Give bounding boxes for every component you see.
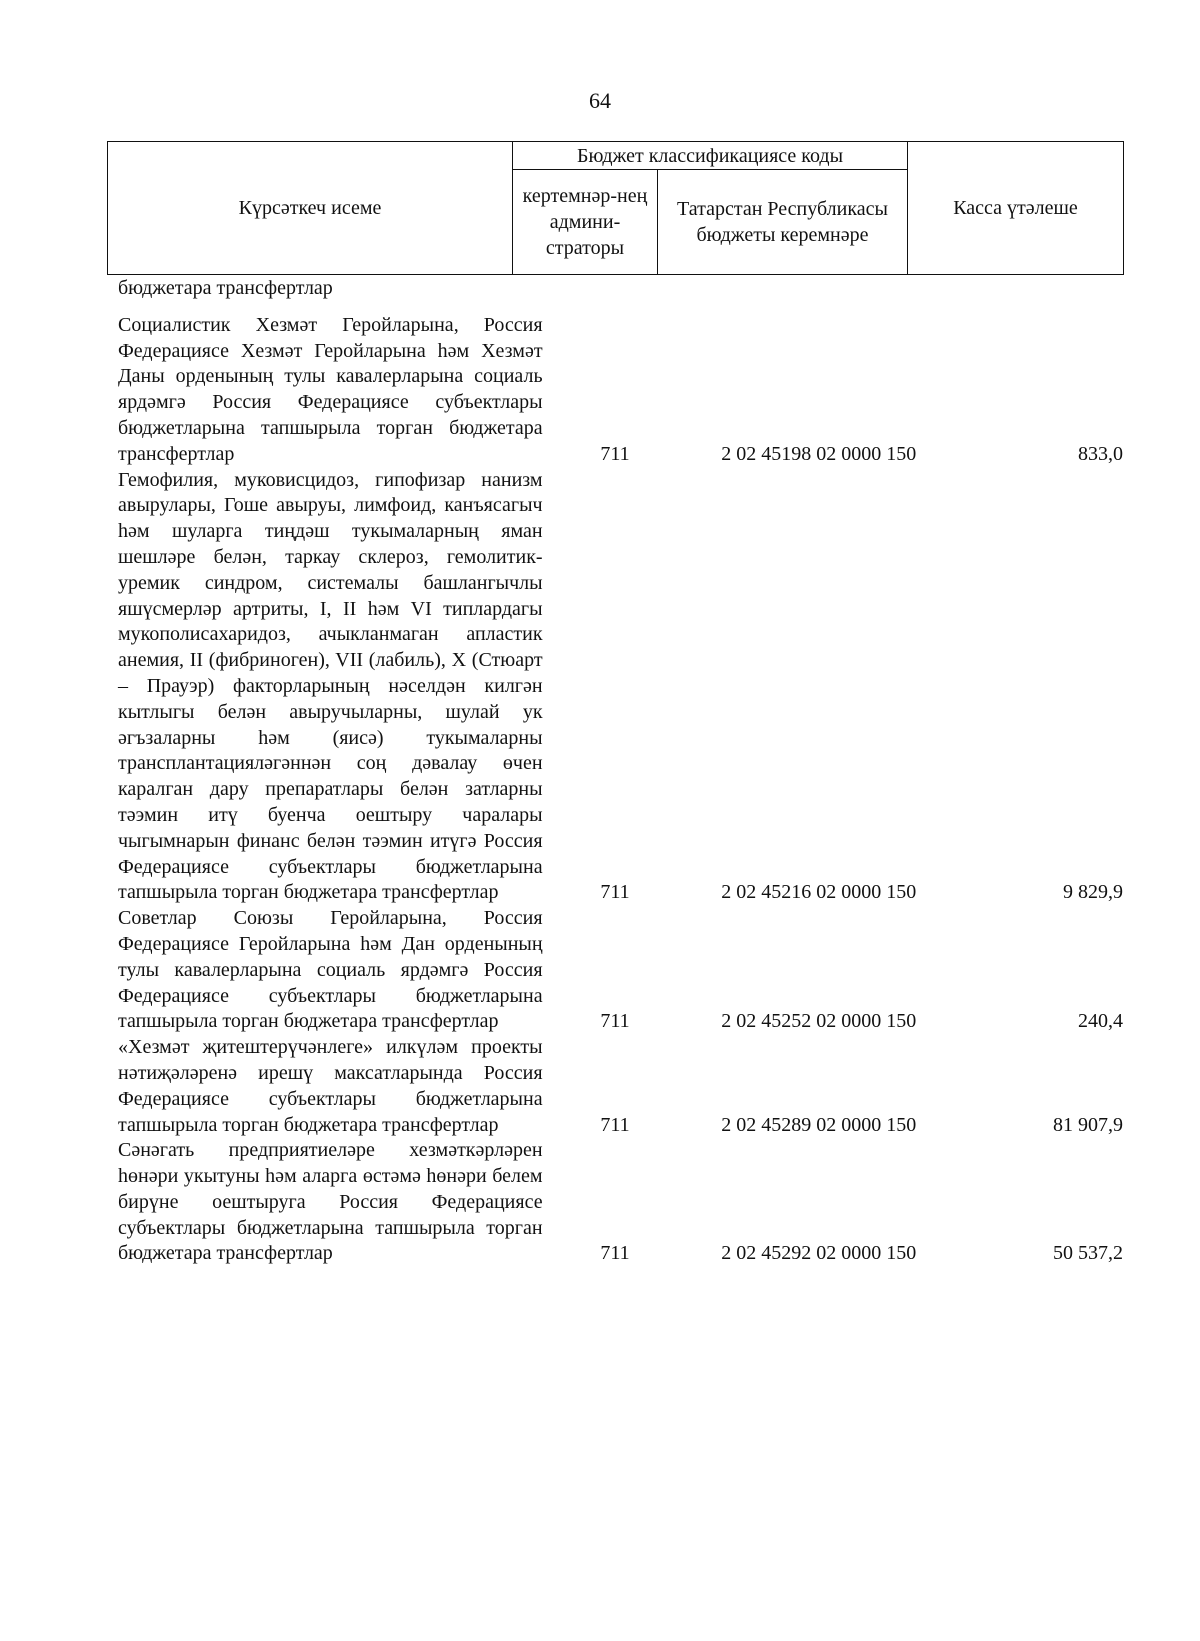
row-gap xyxy=(107,302,1123,313)
table-row xyxy=(107,276,1123,302)
page-number: 64 xyxy=(589,88,611,113)
row-admin-code: 711 xyxy=(600,881,630,904)
header-cash-execution: Касса үтәлеше xyxy=(908,142,1124,275)
row-admin-code: 711 xyxy=(600,1242,630,1265)
row-budget-code: 2 02 45292 02 0000 150 xyxy=(721,1242,917,1265)
row-amount: 9 829,9 xyxy=(1063,881,1123,904)
table-row xyxy=(107,906,1123,1035)
table-row xyxy=(107,468,1123,907)
row-budget-code: 2 02 45289 02 0000 150 xyxy=(721,1113,917,1136)
table-header xyxy=(107,141,1124,275)
row-amount: 81 907,9 xyxy=(1053,1113,1123,1136)
header-admin: кертемнәр-нең админи-страторы xyxy=(513,170,658,275)
row-name: Гемофилия, муковисцидоз, гипофизар нанизм авырулары, Гоше авыруы, лимфоид, канъясагыч һәм шуларга тиңдәш тукымаларның яман шешләре белән, таркау склероз, гемолитик-уремик синдром, системалы башлангычлы яшүсмерләр артриты, I, II һәм VI типлардагы мукополисахаридоз, ачыкланмаган апластик анемия, II (фибриноген), VII (лабиль), X (Стюарт – Прауэр) факторларының нәселдән килгән кытлыгы белән авыручыларны, шулай ук әгъзаларны һәм (яисә) тукымаларны трансплантацияләгәннән соң дәвалау өчен каралган дару препаратлары белән затларны тәэмин итү буенча оештыру чаралары чыгымнарын финанс белән тәэмин итүгә Россия Федерациясе субъектлары бюджетларына тапшырыла торган бюджетара трансфертлар xyxy=(118,468,543,904)
table-row xyxy=(107,1035,1123,1138)
table-row xyxy=(107,313,1123,468)
row-amount: 833,0 xyxy=(1078,442,1123,465)
header-revenue: Татарстан Республикасы бюджеты керемнәре xyxy=(658,170,908,275)
row-name: Сәнәгать предприятиеләре хезмәткәрләрен һөнәри укытуны һәм аларга өстәмә һөнәри белем бирүне оештыруга Россия Федерациясе субъектлары бюджетларына тапшырыла торган бюджетара трансфертлар xyxy=(118,1139,543,1265)
row-name: Советлар Союзы Геройларына, Россия Федерациясе Геройларына һәм Дан орденының тулы кавалерларына социаль ярдәмгә Россия Федерациясе субъектлары бюджетларына тапшырыла торган бюджетара трансфертлар xyxy=(118,907,543,1033)
row-name: бюджетара трансфертлар xyxy=(118,277,333,299)
row-budget-code: 2 02 45216 02 0000 150 xyxy=(721,881,917,904)
row-amount: 50 537,2 xyxy=(1053,1242,1123,1265)
row-admin-code: 711 xyxy=(600,1113,630,1136)
table-row xyxy=(107,1138,1123,1267)
table-body xyxy=(107,276,1123,1267)
row-admin-code: 711 xyxy=(600,442,630,465)
row-budget-code: 2 02 45252 02 0000 150 xyxy=(721,1010,917,1033)
row-name: Социалистик Хезмәт Геройларына, Россия Федерациясе Хезмәт Геройларына һәм Хезмәт Даны орденының тулы кавалерларына социаль ярдәмгә Россия Федерациясе субъектлары бюджетларына тапшырыла торган бюджетара трансфертлар xyxy=(118,313,543,465)
row-amount: 240,4 xyxy=(1078,1010,1123,1033)
row-admin-code: 711 xyxy=(600,1010,630,1033)
header-indicator-name: Күрсәткеч исеме xyxy=(108,142,513,275)
row-budget-code: 2 02 45198 02 0000 150 xyxy=(721,442,917,465)
header-budget-code-group: Бюджет классификациясе коды xyxy=(513,142,908,170)
row-name: «Хезмәт җитештерүчәнлеге» илкүләм проекты нәтиҗәләренә ирешү максатларында Россия Федерациясе субъектлары бюджетларына тапшырыла торган бюджетара трансфертлар xyxy=(118,1036,543,1136)
